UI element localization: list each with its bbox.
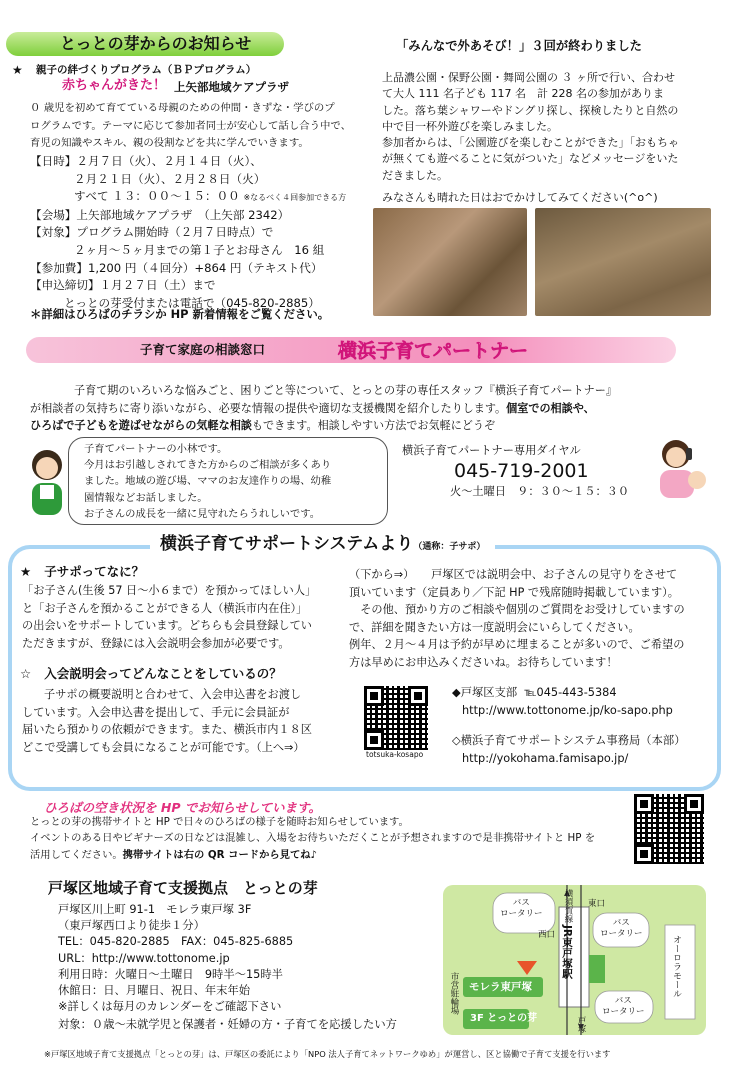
map-bus-rotary-south: バス ロータリー (602, 996, 645, 1017)
support-right-text: （下から⇒） 戸塚区では説明会中、お子さんの見守りをさせて 頂いています（定員あり／下記 HP で残席随時掲載しています）。 その他、預かり方のご相談や個別のご質問をお受けしていますの で、詳細を聞きたい方は一度説明会にいらしてください。 例年、２月～４月は予約が早めに埋まることが多いので、ご希望の 方は早めにお申込みくださいね。お待ちしています！ (349, 568, 685, 669)
star-icon: ★ (20, 564, 32, 579)
office-url[interactable]: http://yokohama.famisapo.jp/ (462, 752, 629, 765)
footer-details: 戸塚区川上町 91-1 モレラ東戸塚 3F （東戸塚西口より徒歩１分） TEL：045-820-2885 FAX：045-825-6885 URL：http://www.tottonome.jp 利用日時：火曜日～土曜日 9時半～15時半 休館日：日、月曜日、祝日、年末年始 ※詳しくは毎月のカレンダーをご確認下さい 対象：０歳～未就学児と保護者・妊婦の方・子育てを応援したい方 (58, 903, 397, 1032)
map-bus-rotary-east: バス ロータリー (600, 918, 643, 939)
branch-url[interactable]: http://www.tottonome.jp/ko-sapo.php (462, 704, 673, 717)
support-q1: ★ 子サポってなに？ (20, 564, 145, 579)
outdoor-photo-2 (535, 208, 711, 316)
program-place: 上矢部地域ケアプラザ (174, 80, 289, 94)
hiroba-title: ひろばの空き状況を HP でお知らせしています。 (44, 800, 321, 815)
map-tottonome: 3F とっとの芽 (470, 1013, 538, 1024)
news-header: とっとの芽からのお知らせ (60, 34, 252, 53)
map-morera: モレラ東戸塚 (469, 981, 532, 993)
outdoor-photo-1 (373, 208, 527, 316)
map-bus-rotary-west: バス ロータリー (500, 898, 543, 919)
map-yokosuka-line: 横須賀線 (563, 889, 573, 923)
mobile-site-qr-code[interactable] (634, 794, 704, 864)
support-q2-text: 子サポの概要説明と合わせて、入会申込書をお渡し しています。入会申込書を提出して、手元に会員証が 届いたら預かりの依頼ができます。また、横浜市内１８区 どこで受講しても会員になることが可能です。（上へ⇒） (22, 688, 312, 754)
program-title: 赤ちゃんがきた！ (62, 78, 167, 93)
map-east-exit: 東口 (588, 899, 606, 909)
qr-caption: totsuka-kosapo (366, 750, 424, 759)
map-totsuka: 戸塚 (576, 1016, 586, 1033)
partner-intro: 子育て期のいろいろな悩みごと、困りごと等について、とっとの芽の専任スタッフ『横浜子育てパートナー』 が相談者の気持ちに寄り添いながら、必要な情報の提供や適切な支援機関を紹介したりします。個室での相談や、 ひろばで子どもを遊ばせながらの気軽な相談もできます。相談しやすい方法でお気軽にどうぞ (30, 384, 617, 432)
partner-staff-icon (22, 445, 72, 520)
support-q2: ☆ 入会説明会ってどんなことをしているの？ (20, 666, 282, 681)
branch-info: ◆戸塚区支部 ℡045-443-5384 (452, 686, 617, 699)
program-name: 親子の絆づくりプログラム（ＢＰプログラム） (36, 64, 257, 76)
partner-header-big: 横浜子育てパートナー (338, 340, 529, 362)
partner-message: 子育てパートナーの小林です。 今月はお引越しされてきた方からのご相談が多くあり ました。地域の遊び場、ママのお友達作りの場、幼稚 園情報などお話しました。 お子さんの成長を一緒に見守れたらうれしいです。 (84, 443, 332, 520)
footer-title: 戸塚区地域子育て支援拠点 とっとの芽 (48, 879, 318, 897)
map-west-exit: 西口 (538, 930, 556, 940)
map-aurora-mall: オーロラモール (671, 935, 681, 998)
outline-star-icon: ☆ (20, 666, 32, 681)
support-q1-text: 「お子さん(生後 57 日～小６まで）を預かってほしい人」 と「お子さんを預かることができる人（横浜市内在住）」 の出会いをサポートしています。どちらも会員登録してい ただきますが、登録には入会説明会参加が必要です。 (22, 584, 317, 650)
dial-hours: 火～土曜日 ９：３０～１５：３０ (450, 485, 630, 498)
hiroba-text: とっとの芽の携帯サイトと HP で日々のひろばの様子を随時お知らせしています。 イベントのある日やビギナーズの日などは混雑し、入場をお待ちいただくことが予想されますので是非携帯サイトと HP を 活用してください。携帯サイトは右の QR コードから見てね♪ (30, 816, 595, 861)
support-title: 横浜子育てサポートシステムより（通称：子サポ） (150, 531, 495, 560)
dial-number: 045-719-2001 (454, 460, 589, 482)
phone-mother-icon (650, 436, 712, 502)
outdoor-text: 上品濃公園・保野公園・舞岡公園の ３ ヶ所で行い、合わせ て大人 111 名子ども 117 名 計 228 名の参加がありま した。落ち葉シャワーやドングリ探し、探検したりと自然の 中で目一杯外遊びを楽しみました。 参加者からは、「公園遊びを楽しむことができた」「おもちゃ が無くても遊べることに気がついた」などメッセージをいた だきました。 みなさんも晴れた日はおでかけしてみてください(^o^) (382, 71, 679, 205)
bottom-note: ※戸塚区地域子育て支援拠点「とっとの芽」は、戸塚区の委託により「NPO 法人子育てネットワークゆめ」が運営し、区と協働で子育て支援を行います (44, 1049, 611, 1059)
program-details: 【日時】２月７日（火）、２月１４日（火）、 ２月２１日（火）、２月２８日（火） すべて １３：００～１５：００ ※なるべく４回参加できる方 【会場】上矢部地域ケアプラザ （上矢部 2342） 【対象】プログラム開始時（２月７日時点）で ２ヶ月～５ヶ月までの第１子とお母さん 16 組 【参加費】1,200 円（４回分）+864 円（テキスト代） 【申込締切】１月２７日（土）まで とっとの芽受付または電話で（045-820-2885） (30, 154, 347, 310)
outdoor-title: 「みんなで外あそび！」３回が終わりました (396, 39, 642, 53)
program-desc: ０ 歳児を初めて育てている母親のための仲間・きずな・学びのプ ログラムです。テーマに応じて参加者同士が安心して話し合う中で、 育児の知識やスキル、親の役割などを共に学んでいきます。 (30, 102, 351, 149)
map-station: JR東戸塚駅 (561, 925, 573, 979)
kosapo-qr-code[interactable] (364, 686, 428, 750)
office-info: ◇横浜子育てサポートシステム事務局（本部） (452, 734, 686, 747)
map-parking: 市営駐輪場 (449, 972, 459, 1015)
partner-header-small: 子育て家庭の相談窓口 (140, 342, 266, 357)
dial-label: 横浜子育てパートナー専用ダイヤル (402, 444, 581, 457)
star-icon: ★ (12, 63, 23, 77)
program-note: ＊詳細はひろばのチラシか HP 新着情報をご覧ください。 (30, 307, 330, 321)
